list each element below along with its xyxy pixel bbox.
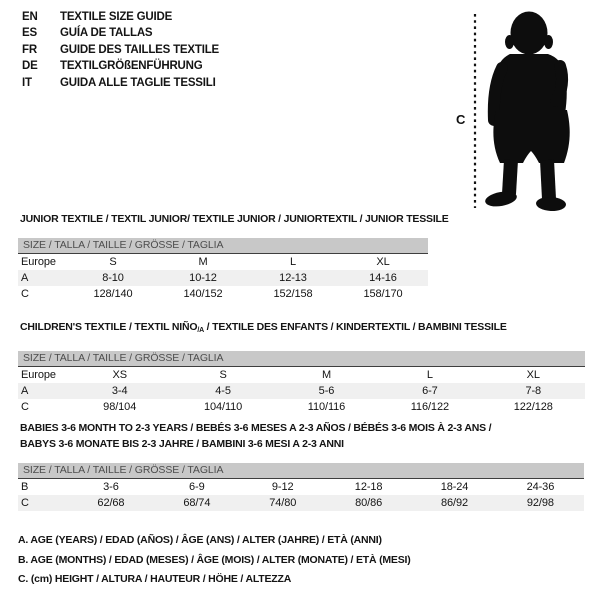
- cell-value: 4-5: [215, 385, 231, 397]
- cell-value: 7-8: [525, 385, 542, 397]
- section-title-post: / TEXTILE DES ENFANTS / KINDERTEXTIL / BAMBINI TESSILE: [203, 321, 507, 333]
- cell-value: 98/104: [103, 401, 137, 413]
- section-title-line1: BABIES 3-6 MONTH TO 2-3 YEARS / BEBÉS 3-6 MESES A 2-3 AÑOS / BÉBÉS 3-6 MOIS À 2-3 ANS /: [20, 422, 492, 434]
- row-label: C: [21, 497, 29, 509]
- language-code: ES: [22, 27, 37, 40]
- cell-value: 92/98: [526, 497, 554, 509]
- size-header-bar: SIZE / TALLA / TAILLE / GRÖSSE / TAGLIA: [18, 463, 584, 479]
- cell-value: 62/68: [97, 497, 125, 509]
- column-header: S: [219, 369, 227, 381]
- cell-value: 158/170: [363, 288, 403, 300]
- cell-value: 152/158: [273, 288, 313, 300]
- column-header: S: [109, 256, 117, 268]
- language-title: GUIDE DES TAILLES TEXTILE: [60, 43, 219, 56]
- table-row-age-months: [18, 479, 584, 495]
- column-header: L: [426, 369, 433, 381]
- cell-value: 24-36: [526, 481, 555, 493]
- row-label: C: [21, 401, 29, 413]
- column-header: M: [321, 369, 332, 381]
- language-row: [22, 25, 219, 41]
- cell-value: 6-9: [189, 481, 205, 493]
- language-title: GUIDA ALLE TAGLIE TESSILI: [60, 76, 216, 89]
- language-row: [22, 58, 219, 74]
- language-code: EN: [22, 11, 38, 23]
- cell-value: 6-7: [422, 385, 438, 397]
- section-title-pre: CHILDREN'S TEXTILE / TEXTIL NIÑO: [20, 321, 198, 333]
- height-figure: [450, 2, 600, 215]
- cell-value: 18-24: [440, 481, 469, 493]
- height-measure-label: C: [456, 112, 466, 127]
- cell-value: 104/110: [203, 401, 243, 413]
- section-babies-textile: [18, 421, 584, 511]
- cell-value: 122/128: [513, 401, 553, 413]
- legend-line-b: B. AGE (MONTHS) / EDAD (MESES) / ÂGE (MOIS) / ALTER (MONATE) / ETÀ (MESI): [18, 553, 411, 566]
- language-row: [22, 75, 219, 91]
- row-label: A: [21, 385, 29, 397]
- table-row-height: [18, 286, 428, 302]
- section-childrens-textile: [18, 320, 585, 415]
- table-row-age: [18, 270, 428, 286]
- section-title-subscript: /A: [197, 327, 204, 334]
- baby-silhouette: [484, 12, 570, 212]
- cell-value: 128/140: [93, 288, 133, 300]
- language-title: TEXTILGRÖßENFÜHRUNG: [60, 60, 203, 73]
- cell-value: 10-12: [189, 272, 217, 284]
- column-header: Europe: [21, 256, 56, 268]
- language-code: IT: [22, 76, 32, 89]
- table-row-height: [18, 399, 585, 415]
- cell-value: 140/152: [183, 288, 223, 300]
- size-header-bar: SIZE / TALLA / TAILLE / GRÖSSE / TAGLIA: [18, 351, 585, 367]
- section-title: [20, 320, 507, 338]
- language-title: TEXTILE SIZE GUIDE: [60, 11, 173, 23]
- section-junior-textile: [18, 212, 449, 302]
- cell-value: 12-13: [279, 272, 307, 284]
- table-row-age: [18, 383, 585, 399]
- language-row: [22, 9, 219, 25]
- row-label: C: [21, 288, 29, 300]
- column-header: XS: [112, 369, 127, 381]
- cell-value: 116/122: [410, 401, 449, 413]
- section-title-line2: BABYS 3-6 MONATE BIS 2-3 JAHRE / BAMBINI 3-6 MESI A 2-3 ANNI: [20, 437, 344, 450]
- legend-line-c: C. (cm) HEIGHT / ALTURA / HAUTEUR / HÖHE / ALTEZZA: [18, 573, 292, 585]
- column-header: XL: [526, 369, 540, 381]
- cell-value: 74/80: [269, 497, 297, 509]
- language-row: [22, 42, 219, 58]
- size-header-bar: SIZE / TALLA / TAILLE / GRÖSSE / TAGLIA: [18, 238, 428, 254]
- cell-value: 3-6: [103, 481, 119, 493]
- language-title: GUÍA DE TALLAS: [60, 27, 153, 40]
- row-label: A: [21, 272, 29, 284]
- section-title: [20, 421, 491, 452]
- cell-value: 3-4: [111, 385, 128, 397]
- cell-value: 68/74: [183, 497, 211, 509]
- cell-value: 12-18: [354, 481, 383, 493]
- language-code: DE: [22, 60, 38, 73]
- cell-value: 14-16: [369, 272, 397, 284]
- table-header-row: [18, 367, 585, 383]
- table-row-height: [18, 495, 584, 511]
- column-header: M: [198, 256, 208, 268]
- language-code: FR: [22, 43, 37, 56]
- section-title: JUNIOR TEXTILE / TEXTIL JUNIOR/ TEXTILE JUNIOR / JUNIORTEXTIL / JUNIOR TESSILE: [20, 213, 449, 225]
- cell-value: 9-12: [271, 481, 294, 493]
- row-label: B: [21, 481, 29, 493]
- column-header: XL: [376, 256, 390, 268]
- cell-value: 8-10: [102, 272, 124, 284]
- legend-line-a: A. AGE (YEARS) / EDAD (AÑOS) / ÂGE (ANS) / ALTER (JAHRE) / ETÀ (ANNI): [18, 534, 382, 546]
- column-header: Europe: [21, 369, 56, 381]
- cell-value: 80/86: [355, 497, 383, 509]
- legend: [18, 531, 411, 590]
- cell-value: 110/116: [307, 401, 346, 413]
- table-header-row: [18, 254, 428, 270]
- language-list: [22, 9, 219, 91]
- cell-value: 5-6: [318, 385, 335, 397]
- cell-value: 86/92: [440, 497, 469, 509]
- column-header: L: [289, 256, 297, 268]
